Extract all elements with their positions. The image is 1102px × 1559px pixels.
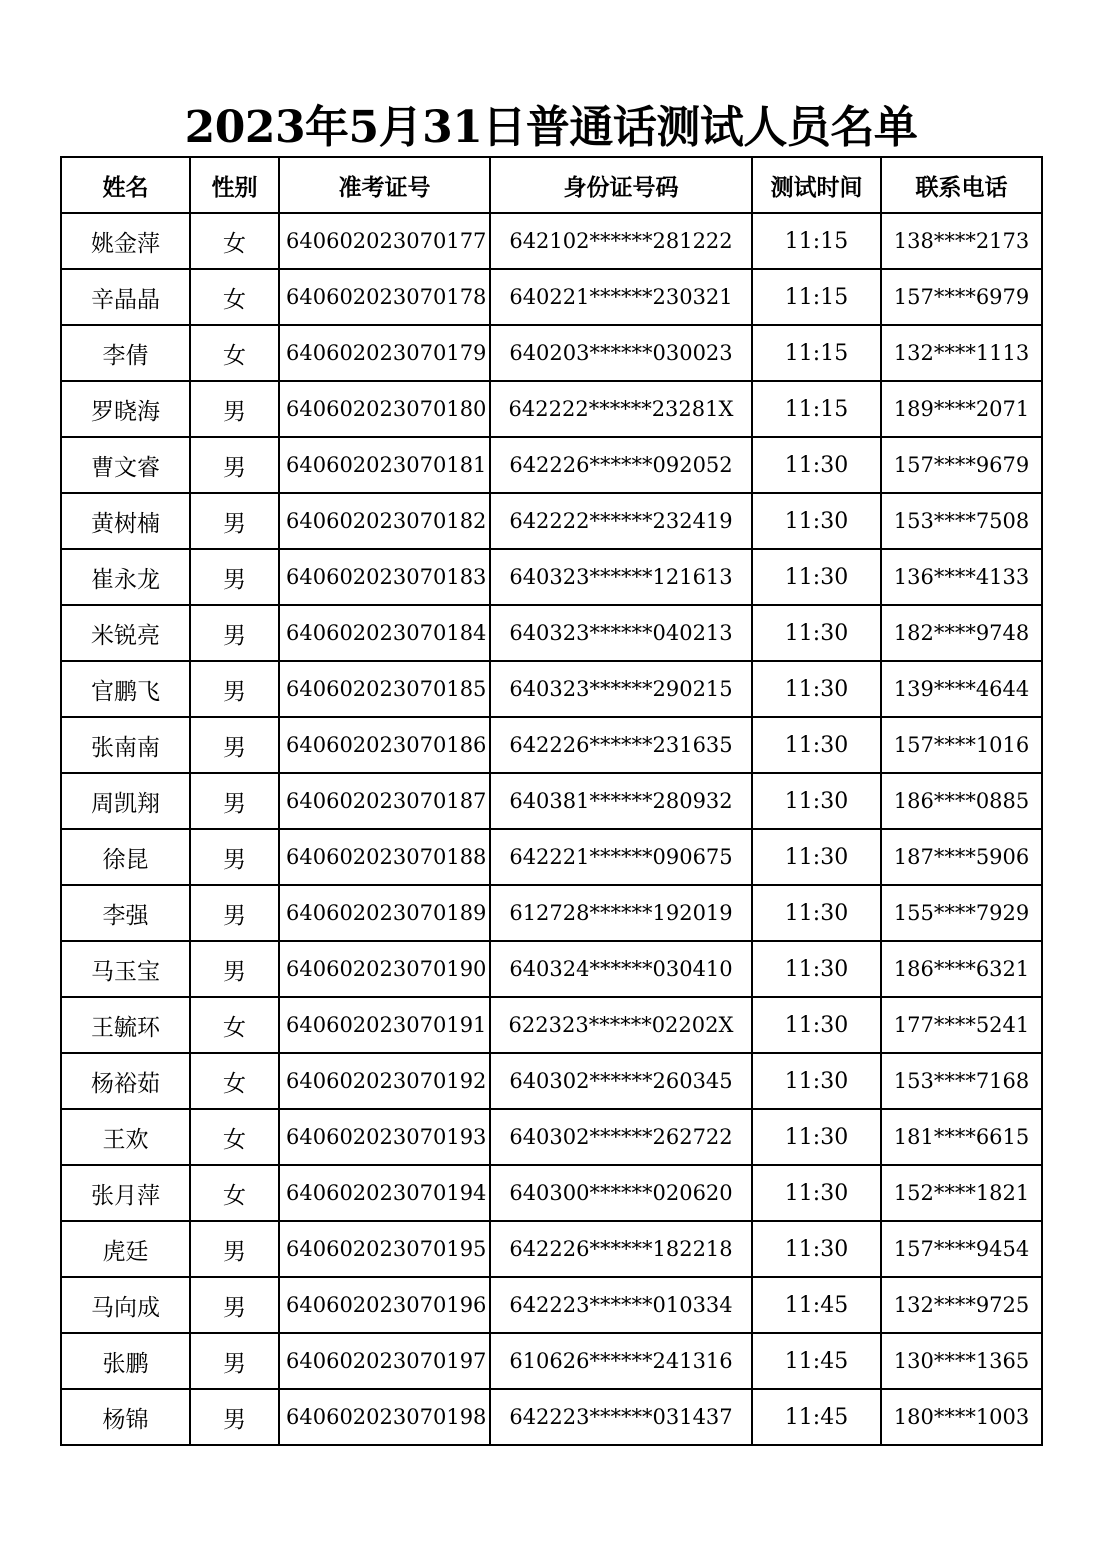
table-row — [61, 437, 1042, 493]
cell-gender: 男 — [190, 829, 279, 885]
cell-phone: 189****2071 — [881, 381, 1042, 437]
cell-ticket-number: 640602023070189 — [279, 885, 490, 941]
cell-ticket-number: 640602023070187 — [279, 773, 490, 829]
table-row — [61, 493, 1042, 549]
table-row — [61, 605, 1042, 661]
table-row — [61, 381, 1042, 437]
cell-name: 李倩 — [61, 325, 190, 381]
cell-phone: 153****7508 — [881, 493, 1042, 549]
cell-ticket-number: 640602023070177 — [279, 213, 490, 269]
cell-phone: 152****1821 — [881, 1165, 1042, 1221]
cell-name: 姚金萍 — [61, 213, 190, 269]
cell-phone: 181****6615 — [881, 1109, 1042, 1165]
cell-id-number: 640324******030410 — [490, 941, 752, 997]
cell-test-time: 11:30 — [752, 717, 881, 773]
cell-gender: 男 — [190, 381, 279, 437]
cell-name: 王欢 — [61, 1109, 190, 1165]
cell-id-number: 642226******182218 — [490, 1221, 752, 1277]
cell-name: 黄树楠 — [61, 493, 190, 549]
cell-ticket-number: 640602023070180 — [279, 381, 490, 437]
cell-name: 辛晶晶 — [61, 269, 190, 325]
cell-ticket-number: 640602023070182 — [279, 493, 490, 549]
cell-id-number: 640203******030023 — [490, 325, 752, 381]
table-row — [61, 1221, 1042, 1277]
table-header-row — [61, 157, 1042, 213]
cell-name: 李强 — [61, 885, 190, 941]
cell-phone: 157****9454 — [881, 1221, 1042, 1277]
cell-gender: 男 — [190, 885, 279, 941]
cell-phone: 132****1113 — [881, 325, 1042, 381]
table-row — [61, 1389, 1042, 1445]
cell-id-number: 640302******262722 — [490, 1109, 752, 1165]
cell-test-time: 11:30 — [752, 941, 881, 997]
cell-id-number: 640302******260345 — [490, 1053, 752, 1109]
cell-phone: 157****6979 — [881, 269, 1042, 325]
cell-gender: 男 — [190, 717, 279, 773]
header-id-number: 身份证号码 — [490, 157, 752, 213]
cell-name: 马玉宝 — [61, 941, 190, 997]
cell-gender: 男 — [190, 661, 279, 717]
cell-id-number: 642226******092052 — [490, 437, 752, 493]
cell-gender: 男 — [190, 605, 279, 661]
cell-phone: 138****2173 — [881, 213, 1042, 269]
cell-gender: 男 — [190, 1277, 279, 1333]
table-row — [61, 269, 1042, 325]
cell-test-time: 11:15 — [752, 269, 881, 325]
table-row — [61, 717, 1042, 773]
cell-gender: 女 — [190, 325, 279, 381]
cell-gender: 男 — [190, 437, 279, 493]
cell-id-number: 640323******121613 — [490, 549, 752, 605]
document-title: 2023年5月31日普通话测试人员名单 — [184, 102, 918, 153]
cell-test-time: 11:45 — [752, 1333, 881, 1389]
cell-name: 马向成 — [61, 1277, 190, 1333]
cell-id-number: 610626******241316 — [490, 1333, 752, 1389]
cell-test-time: 11:30 — [752, 661, 881, 717]
cell-id-number: 640381******280932 — [490, 773, 752, 829]
cell-ticket-number: 640602023070178 — [279, 269, 490, 325]
cell-id-number: 640323******290215 — [490, 661, 752, 717]
table-row — [61, 941, 1042, 997]
cell-test-time: 11:15 — [752, 325, 881, 381]
cell-ticket-number: 640602023070195 — [279, 1221, 490, 1277]
cell-id-number: 642222******23281X — [490, 381, 752, 437]
cell-ticket-number: 640602023070197 — [279, 1333, 490, 1389]
cell-phone: 136****4133 — [881, 549, 1042, 605]
cell-name: 杨裕茹 — [61, 1053, 190, 1109]
cell-gender: 男 — [190, 549, 279, 605]
cell-name: 米锐亮 — [61, 605, 190, 661]
cell-name: 杨锦 — [61, 1389, 190, 1445]
table-row — [61, 997, 1042, 1053]
cell-name: 官鹏飞 — [61, 661, 190, 717]
cell-test-time: 11:30 — [752, 493, 881, 549]
cell-ticket-number: 640602023070198 — [279, 1389, 490, 1445]
cell-phone: 186****0885 — [881, 773, 1042, 829]
cell-ticket-number: 640602023070186 — [279, 717, 490, 773]
cell-phone: 180****1003 — [881, 1389, 1042, 1445]
cell-test-time: 11:30 — [752, 1109, 881, 1165]
cell-id-number: 642221******090675 — [490, 829, 752, 885]
cell-test-time: 11:30 — [752, 997, 881, 1053]
header-name: 姓名 — [61, 157, 190, 213]
header-ticket-number: 准考证号 — [279, 157, 490, 213]
cell-ticket-number: 640602023070192 — [279, 1053, 490, 1109]
cell-gender: 男 — [190, 941, 279, 997]
table-row — [61, 1333, 1042, 1389]
cell-id-number: 642223******010334 — [490, 1277, 752, 1333]
cell-gender: 女 — [190, 269, 279, 325]
cell-ticket-number: 640602023070181 — [279, 437, 490, 493]
cell-id-number: 642226******231635 — [490, 717, 752, 773]
cell-phone: 139****4644 — [881, 661, 1042, 717]
cell-name: 张南南 — [61, 717, 190, 773]
cell-ticket-number: 640602023070184 — [279, 605, 490, 661]
table-row — [61, 1277, 1042, 1333]
cell-gender: 男 — [190, 1389, 279, 1445]
cell-name: 张鹏 — [61, 1333, 190, 1389]
cell-name: 曹文睿 — [61, 437, 190, 493]
header-test-time: 测试时间 — [752, 157, 881, 213]
cell-phone: 186****6321 — [881, 941, 1042, 997]
table-body — [61, 213, 1042, 1445]
cell-name: 虎廷 — [61, 1221, 190, 1277]
cell-id-number: 642222******232419 — [490, 493, 752, 549]
cell-ticket-number: 640602023070196 — [279, 1277, 490, 1333]
cell-test-time: 11:45 — [752, 1277, 881, 1333]
cell-id-number: 640300******020620 — [490, 1165, 752, 1221]
cell-id-number: 612728******192019 — [490, 885, 752, 941]
cell-test-time: 11:30 — [752, 1221, 881, 1277]
table-row — [61, 661, 1042, 717]
table-row — [61, 549, 1042, 605]
cell-test-time: 11:30 — [752, 829, 881, 885]
cell-gender: 女 — [190, 1053, 279, 1109]
cell-phone: 155****7929 — [881, 885, 1042, 941]
cell-test-time: 11:30 — [752, 605, 881, 661]
cell-ticket-number: 640602023070190 — [279, 941, 490, 997]
cell-test-time: 11:30 — [752, 885, 881, 941]
cell-phone: 132****9725 — [881, 1277, 1042, 1333]
header-phone: 联系电话 — [881, 157, 1042, 213]
cell-ticket-number: 640602023070194 — [279, 1165, 490, 1221]
cell-gender: 女 — [190, 1165, 279, 1221]
test-roster-table — [60, 156, 1043, 1446]
cell-id-number: 642102******281222 — [490, 213, 752, 269]
cell-phone: 187****5906 — [881, 829, 1042, 885]
cell-gender: 女 — [190, 213, 279, 269]
cell-name: 王毓环 — [61, 997, 190, 1053]
cell-gender: 男 — [190, 1221, 279, 1277]
cell-phone: 157****9679 — [881, 437, 1042, 493]
cell-test-time: 11:30 — [752, 773, 881, 829]
cell-test-time: 11:30 — [752, 1053, 881, 1109]
cell-test-time: 11:15 — [752, 213, 881, 269]
cell-ticket-number: 640602023070193 — [279, 1109, 490, 1165]
cell-test-time: 11:30 — [752, 1165, 881, 1221]
table-row — [61, 1165, 1042, 1221]
cell-name: 张月萍 — [61, 1165, 190, 1221]
table-row — [61, 325, 1042, 381]
cell-gender: 女 — [190, 997, 279, 1053]
cell-name: 崔永龙 — [61, 549, 190, 605]
cell-gender: 男 — [190, 773, 279, 829]
cell-phone: 157****1016 — [881, 717, 1042, 773]
cell-ticket-number: 640602023070191 — [279, 997, 490, 1053]
cell-test-time: 11:30 — [752, 549, 881, 605]
cell-ticket-number: 640602023070179 — [279, 325, 490, 381]
header-gender: 性别 — [190, 157, 279, 213]
cell-name: 罗晓海 — [61, 381, 190, 437]
table-row — [61, 213, 1042, 269]
cell-test-time: 11:15 — [752, 381, 881, 437]
cell-ticket-number: 640602023070185 — [279, 661, 490, 717]
cell-test-time: 11:45 — [752, 1389, 881, 1445]
cell-phone: 182****9748 — [881, 605, 1042, 661]
table-row — [61, 829, 1042, 885]
cell-id-number: 640323******040213 — [490, 605, 752, 661]
table-row — [61, 1109, 1042, 1165]
table-row — [61, 773, 1042, 829]
cell-ticket-number: 640602023070188 — [279, 829, 490, 885]
cell-id-number: 622323******02202X — [490, 997, 752, 1053]
cell-gender: 男 — [190, 1333, 279, 1389]
cell-phone: 153****7168 — [881, 1053, 1042, 1109]
cell-name: 周凯翔 — [61, 773, 190, 829]
cell-ticket-number: 640602023070183 — [279, 549, 490, 605]
cell-gender: 女 — [190, 1109, 279, 1165]
cell-id-number: 642223******031437 — [490, 1389, 752, 1445]
cell-gender: 男 — [190, 493, 279, 549]
cell-test-time: 11:30 — [752, 437, 881, 493]
cell-phone: 177****5241 — [881, 997, 1042, 1053]
table-row — [61, 885, 1042, 941]
cell-phone: 130****1365 — [881, 1333, 1042, 1389]
cell-id-number: 640221******230321 — [490, 269, 752, 325]
cell-name: 徐昆 — [61, 829, 190, 885]
table-row — [61, 1053, 1042, 1109]
